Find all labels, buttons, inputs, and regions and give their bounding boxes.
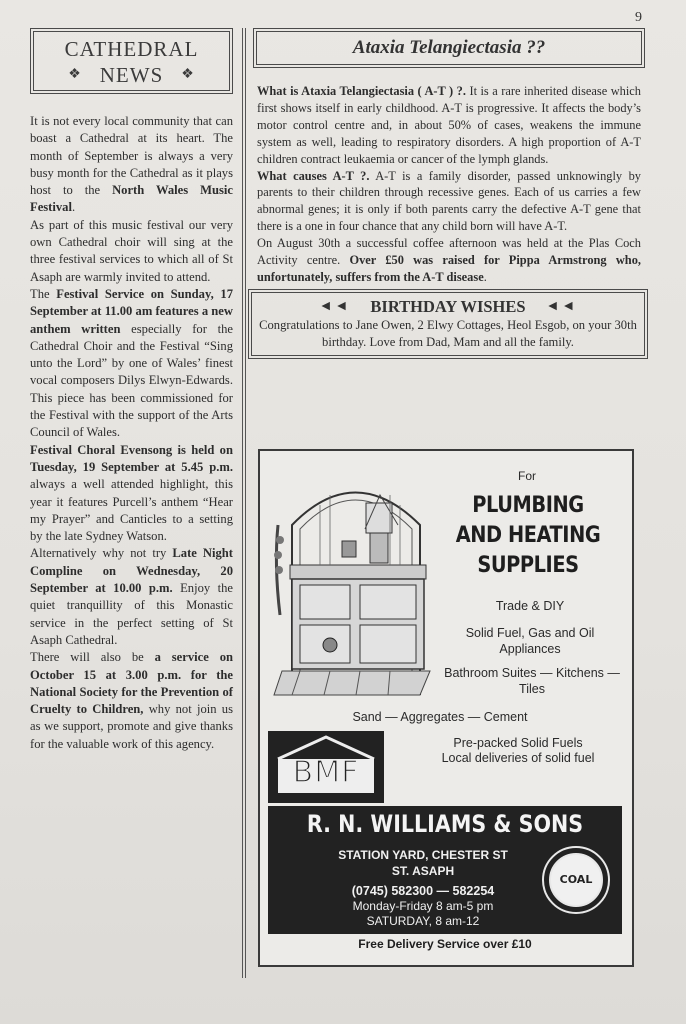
birthday-title: BIRTHDAY WISHES [370, 296, 526, 316]
coal-badge-text: COAL [549, 853, 603, 907]
birthday-wishes-box [251, 292, 645, 356]
ornament-icon: ❖ [68, 67, 82, 82]
cathedral-news-title: CATHEDRAL [64, 37, 199, 61]
bmf-logo-text: BMF [292, 755, 360, 790]
advert-local-deliveries: Local deliveries of solid fuel [441, 751, 595, 765]
ataxia-body [257, 83, 641, 286]
advert-fuel: Solid Fuel, Gas and Oil Appliances [465, 626, 595, 656]
ataxia-column [253, 28, 645, 356]
cathedral-news-body [30, 113, 233, 753]
advert-for: For [518, 469, 536, 483]
advert-footer: Free Delivery Service over £10 [358, 937, 532, 951]
company-hours-weekday: Monday-Friday 8 am-5 pm [352, 899, 494, 913]
advert-bathroom: Bathroom Suites — Kitchens — Tiles [444, 666, 620, 696]
advert-trade: Trade & DIY [495, 599, 565, 613]
ataxia-paragraph: On August 30th a successful coffee afternoon was held at the Plas Coch Activity centre. Over £50 was raised for Pippa Armstrong who, unfortunately, suffers from the A-T disease. [257, 236, 641, 284]
cathedral-paragraph: There will also be a service on October 15 at 3.00 p.m. for the National Society for the Prevention of Cruelty to Children, why not join us as we support, promote and give thanks for the valuable work of this agency. [30, 650, 233, 751]
birthday-message: Congratulations to Jane Owen, 2 Elwy Cottages, Heol Esgob, on your 30th birthday. Love from Dad, Mam and all the family. [259, 317, 637, 349]
cathedral-news-subtitle: NEWS [99, 63, 164, 87]
cathedral-paragraph: Alternatively why not try Late Night Compline on Wednesday, 20 September at 10.00 p.m. Enjoy the quiet tranquillity of this Monastic service in the perfect setting of St Asaph Cathedral. [30, 546, 234, 647]
candles-icon: ◄◄ [318, 298, 351, 314]
company-address-street: STATION YARD, CHESTER ST [338, 848, 508, 862]
range-cooker-illustration [270, 465, 440, 715]
coal-badge [542, 846, 610, 914]
company-phone: (0745) 582300 — 582254 [351, 884, 495, 898]
company-hours-saturday: SATURDAY, 8 am-12 [366, 914, 480, 928]
ataxia-paragraph: What causes A-T ?. A-T is a family disorder, passed unknowingly by parents to their children through recessive genes. Each of us carries a few abnormal genes; it is only if both parents carry the defective A-T gene that there is a one in four chance that any child born will have A-T. [257, 168, 641, 234]
cathedral-news-masthead [33, 31, 230, 91]
bmf-logo [268, 731, 384, 803]
page-number: 9 [635, 10, 642, 25]
cathedral-news-column [30, 28, 233, 753]
ornament-icon: ❖ [181, 67, 195, 82]
company-address-town: ST. ASAPH [391, 864, 455, 878]
column-divider [245, 28, 246, 978]
ataxia-title: Ataxia Telangiectasia ?? [256, 31, 642, 65]
column-divider [242, 28, 243, 978]
advert-headline: PLUMBING AND HEATING SUPPLIES [455, 493, 601, 578]
cathedral-paragraph: As part of this music festival our very own Cathedral choir will sing at the three festival services to which all of St Asaph are warmly invited to attend. [30, 217, 233, 284]
company-band [268, 806, 622, 934]
cathedral-paragraph: Festival Choral Evensong is held on Tuesday, 19 September at 5.45 p.m. always a well attended highlight, this year it features Purcell’s anthem “Hear my Prayer” and Canticles to a setting by the late Sydney Watson. [30, 442, 233, 544]
company-name: R. N. WILLIAMS & SONS [306, 810, 584, 838]
advert-sand: Sand — Aggregates — Cement [352, 710, 528, 724]
plumbing-advert [258, 449, 634, 967]
cathedral-paragraph: The Festival Service on Sunday, 17 September at 11.00 am features a new anthem written especially for the Cathedral Choir and the Festival “Sing unto the Lord” by one of Wales’ finest vocal composers Dilys Elwyn-Edwards. This piece has been commissioned for the Festival with the support of the Arts Council of Wales. [30, 286, 233, 440]
candles-icon: ◄◄ [545, 298, 578, 314]
cathedral-paragraph: It is not every local community that can boast a Cathedral at its heart. The month of September is always a very busy month for the Cathedral as it plays host to the North Wales Music Festival. [30, 114, 233, 215]
ataxia-paragraph: What is Ataxia Telangiectasia ( A-T ) ?. It is a rare inherited disease which first shows itself in early childhood. A-T is progressive. It affects the body’s motor control centre and, in about 50% of cases, weakens the immune system as well, leading to respiratory disorders. A high proportion of A-T children contract leukaemia or cancer of the lymph glands. [257, 84, 642, 166]
advert-prepacked: Pre-packed Solid Fuels [453, 736, 583, 750]
